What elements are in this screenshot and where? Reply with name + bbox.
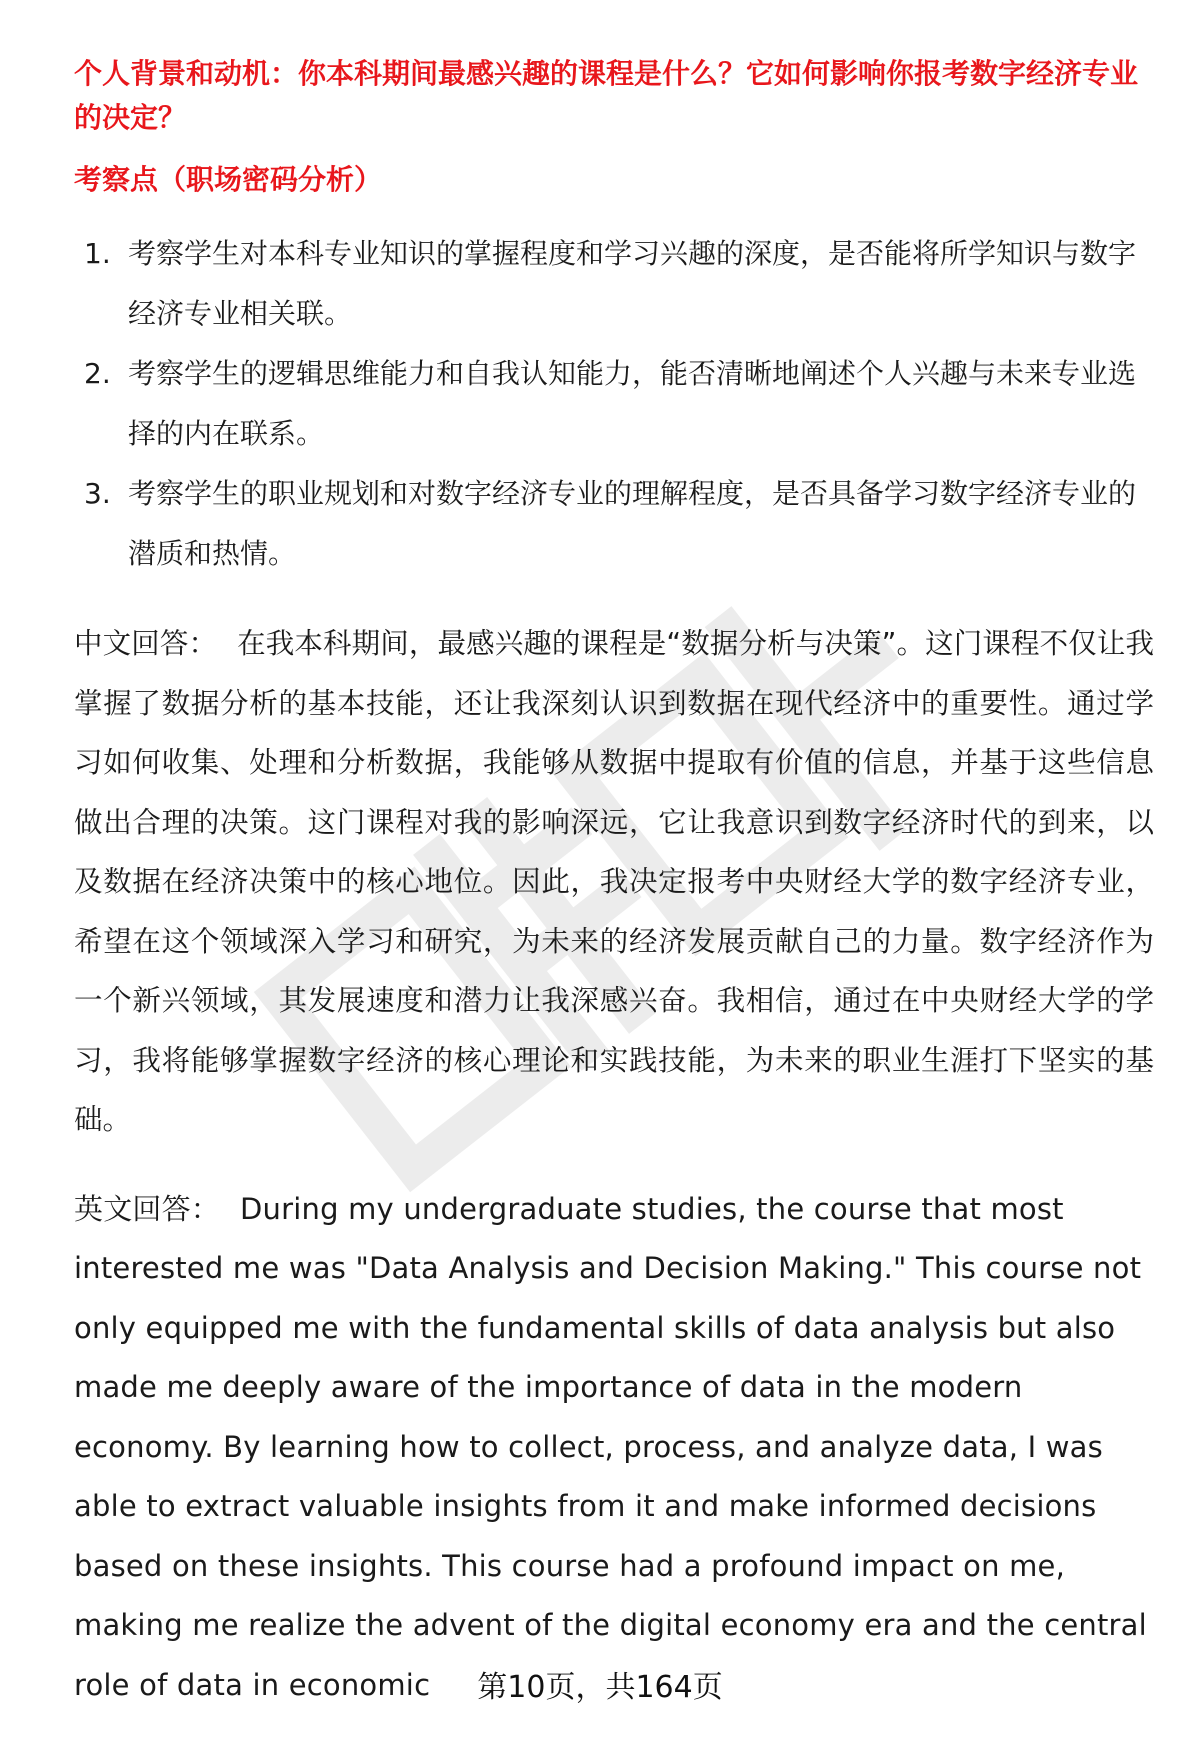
point-text: 考察学生对本科专业知识的掌握程度和学习兴趣的深度，是否能将所学知识与数字经济专业相关联。 xyxy=(128,237,1137,330)
assessment-heading: 考察点（职场密码分析） xyxy=(74,163,383,196)
question-title: 个人背景和动机：你本科期间最感兴趣的课程是什么？它如何影响你报考数字经济专业的决定？ xyxy=(74,57,1139,134)
point-text: 考察学生的职业规划和对数字经济专业的理解程度，是否具备学习数字经济专业的潜质和热情。 xyxy=(128,477,1137,570)
assessment-points-list xyxy=(74,224,1154,584)
english-answer-text: During my undergraduate studies, the course that most interested me was "Data Analysis and Decision Making." This course not only equipped me with the fundamental skills of data analysis but also made me deeply aware of the importance of data in the modern economy. By learning how to collect, process, and analyze data, I was able to extract valuable insights from it and make informed decisions based on these insights. This course had a profound impact on me, making me realize the advent of the digital economy era and the central role of data in economic xyxy=(74,1191,1147,1702)
assessment-point xyxy=(74,464,1154,584)
page-number-footer: 第10页，共164页 xyxy=(477,1670,723,1705)
assessment-point xyxy=(74,344,1154,464)
chinese-answer xyxy=(74,614,1154,1150)
point-text: 考察学生的逻辑思维能力和自我认知能力，能否清晰地阐述个人兴趣与未来专业选择的内在联系。 xyxy=(128,357,1137,450)
chinese-answer-text: 在我本科期间，最感兴趣的课程是“数据分析与决策”。这门课程不仅让我掌握了数据分析的基本技能，还让我深刻认识到数据在现代经济中的重要性。通过学习如何收集、处理和分析数据，我能够从数据中提取有价值的信息，并基于这些信息做出合理的决策。这门课程对我的影响深远，它让我意识到数字经济时代的到来，以及数据在经济决策中的核心地位。因此，我决定报考中央财经大学的数字经济专业，希望在这个领域深入学习和研究，为未来的经济发展贡献自己的力量。数字经济作为一个新兴领域，其发展速度和潜力让我深感兴奋。我相信，通过在中央财经大学的学习，我将能够掌握数字经济的核心理论和实践技能，为未来的职业生涯打下坚实的基础。 xyxy=(74,627,1154,1136)
chinese-answer-label: 中文回答： xyxy=(74,627,218,660)
english-answer-label: 英文回答： xyxy=(74,1191,221,1226)
document-content xyxy=(74,52,1154,1715)
assessment-point xyxy=(74,224,1154,344)
english-answer xyxy=(74,1180,1154,1716)
point-number: 2. xyxy=(84,357,111,390)
point-number: 3. xyxy=(84,477,111,510)
point-number: 1. xyxy=(84,237,111,270)
